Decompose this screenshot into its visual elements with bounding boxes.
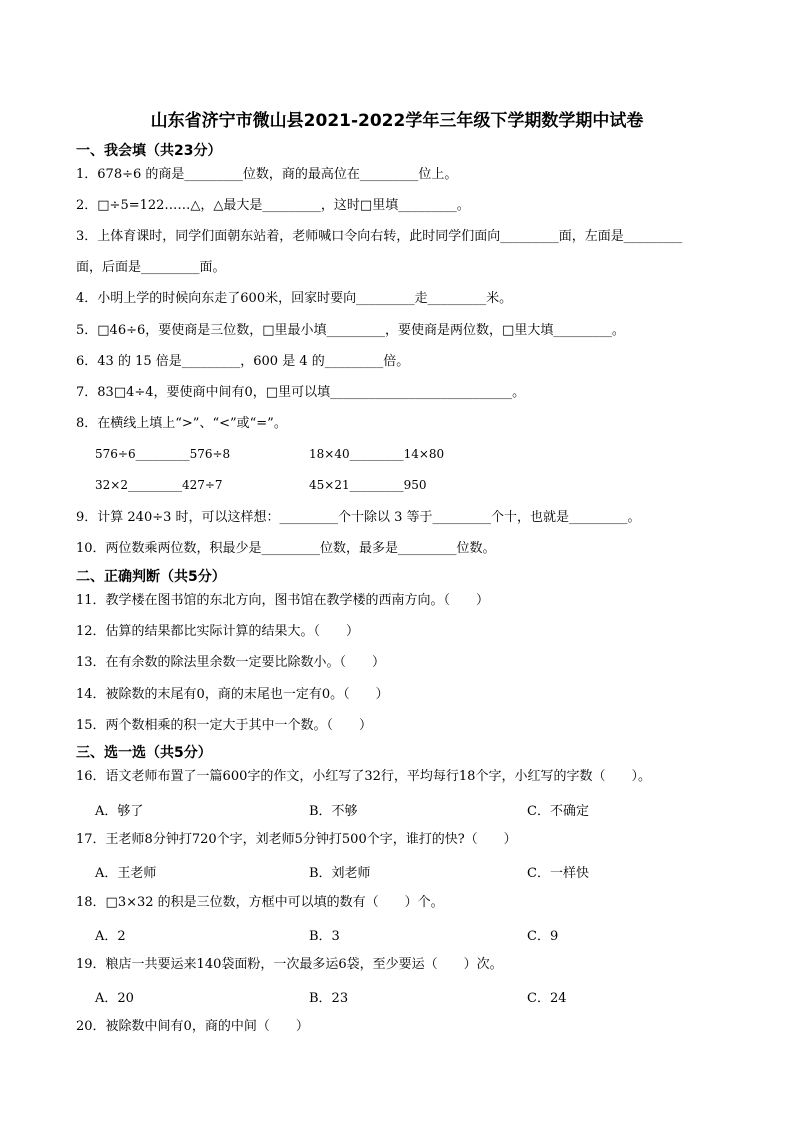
question-18-option-b: B．3 <box>309 929 340 944</box>
page-title: 山东省济宁市微山县2021-2022学年三年级下学期数学期中试卷 <box>150 111 644 131</box>
question-19: 19．粮店一共要运来140袋面粉，一次最多运6袋，至少要运（ ）次。 <box>76 957 503 972</box>
question-2: 2．□÷5=122……△，△最大是_________，这时□里填_________。 <box>76 198 470 213</box>
question-16-option-c: C．不确定 <box>527 804 589 819</box>
question-13: 13．在有余数的除法里余数一定要比除数小。（ ） <box>76 655 386 670</box>
question-3: 3．上体育课时，同学们面朝东站着，老师喊口令向右转，此时同学们面向_________面，左面是_________ <box>76 229 683 244</box>
question-17-option-b: B．刘老师 <box>309 866 371 881</box>
question-9: 9．计算 240÷3 时，可以这样想：_________个十除以 3 等于_________个十，也就是_________。 <box>76 510 641 525</box>
question-6: 6．43 的 15 倍是_________，600 是 4 的_________倍。 <box>76 354 410 369</box>
question-17: 17．王老师8分钟打720个字，刘老师5分钟打500个字，谁打的快?（ ） <box>76 832 517 847</box>
question-16: 16．语文老师布置了一篇600字的作文，小红写了32行，平均每行18个字，小红写的字数（ ）。 <box>76 769 651 784</box>
section-heading-2: 二、正确判断（共5分） <box>76 569 226 585</box>
question-8-item-d: 45×21_________950 <box>309 478 427 492</box>
question-7: 7．83□4÷4，要使商中间有0，□里可以填____________________________。 <box>76 385 526 400</box>
question-10: 10．两位数乘两位数，积最少是_________位数，最多是_________位数。 <box>76 541 496 556</box>
question-8-item-c: 32×2_________427÷7 <box>95 478 223 492</box>
question-18: 18．□3×32 的积是三位数，方框中可以填的数有（ ）个。 <box>76 895 444 910</box>
question-19-option-c: C．24 <box>527 991 567 1006</box>
question-18-option-a: A．2 <box>95 929 126 944</box>
question-14: 14．被除数的末尾有0，商的末尾也一定有0。（ ） <box>76 687 389 702</box>
question-19-option-a: A．20 <box>95 991 134 1006</box>
question-12: 12．估算的结果都比实际计算的结果大。（ ） <box>76 624 360 639</box>
question-17-option-a: A．王老师 <box>95 866 157 881</box>
section-heading-1: 一、我会填（共23分） <box>76 143 222 159</box>
question-8-item-a: 576÷6_________576÷8 <box>95 447 231 461</box>
question-8-item-b: 18×40_________14×80 <box>309 447 445 461</box>
question-19-option-b: B．23 <box>309 991 349 1006</box>
question-18-option-c: C．9 <box>527 929 559 944</box>
question-8: 8．在横线上填上“>”、“<”或“=”。 <box>76 416 287 431</box>
question-11: 11．教学楼在图书馆的东北方向，图书馆在教学楼的西南方向。（ ） <box>76 593 490 608</box>
question-17-option-c: C．一样快 <box>527 866 589 881</box>
question-3-continued: 面，后面是_________面。 <box>76 260 226 275</box>
question-15: 15．两个数相乘的积一定大于其中一个数。（ ） <box>76 718 373 733</box>
question-16-option-b: B．不够 <box>309 804 358 819</box>
question-20: 20．被除数中间有0，商的中间（ ） <box>76 1019 309 1034</box>
question-16-option-a: A．够了 <box>95 804 144 819</box>
question-1: 1．678÷6 的商是_________位数，商的最高位在_________位上。 <box>76 167 458 182</box>
question-5: 5．□46÷6，要使商是三位数，□里最小填_________，要使商是两位数，□里大填_________。 <box>76 323 625 338</box>
question-4: 4．小明上学的时候向东走了600米，回家时要向_________走_________米。 <box>76 291 513 306</box>
section-heading-3: 三、选一选（共5分） <box>76 745 212 761</box>
